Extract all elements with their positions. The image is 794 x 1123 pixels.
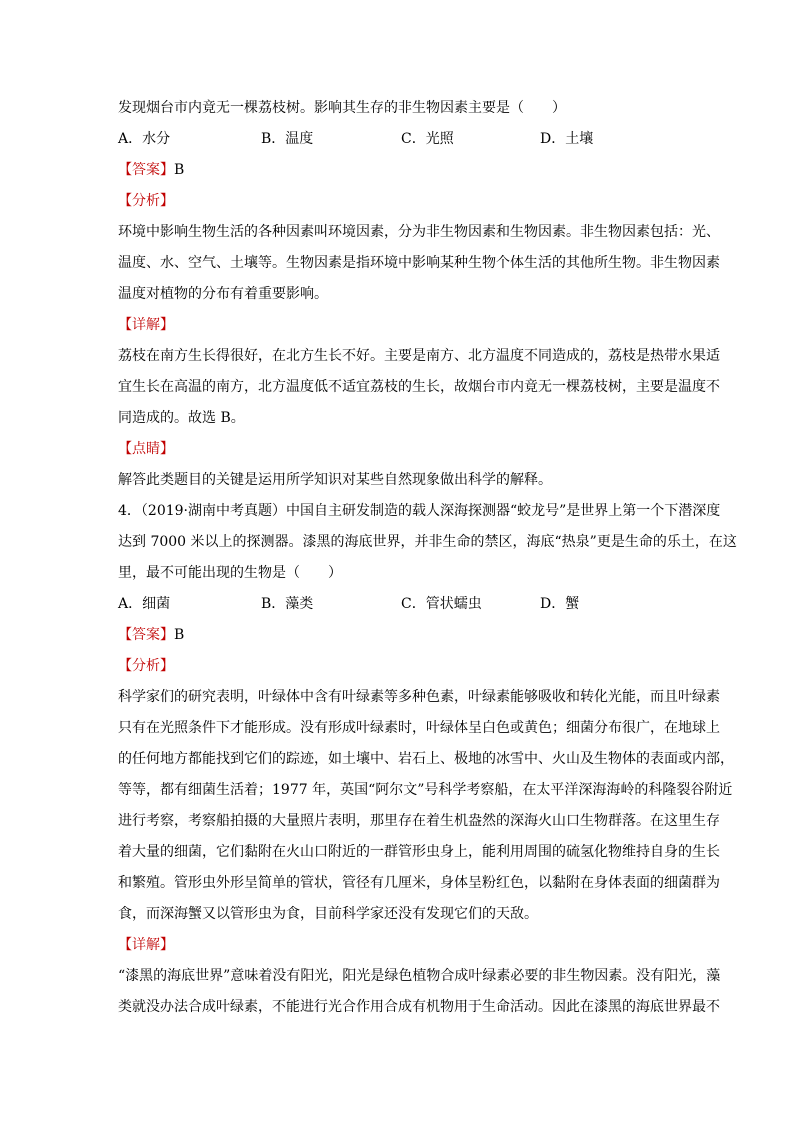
q3-options bbox=[118, 129, 698, 149]
q3-analysis-line: 温度对植物的分布有着重要影响。 bbox=[118, 286, 328, 302]
q4-analysis-line: 着大量的细菌，它们黏附在火山口附近的一群管形虫身上，能利用周围的硫氢化物维持自身的生长 bbox=[118, 844, 720, 860]
q4-answer-label: 【答案】 bbox=[118, 627, 174, 643]
q3-analysis-line: 环境中影响生物生活的各种因素叫环境因素，分为非生物因素和生物因素。非生物因素包括：光、 bbox=[118, 224, 720, 240]
q3-analysis-label: 【分析】 bbox=[118, 193, 174, 209]
q4-detail-line: 类就没办法合成叶绿素，不能进行光合作用合成有机物用于生命活动。因此在漆黑的海底世界最不 bbox=[118, 999, 720, 1015]
q4-options bbox=[118, 594, 698, 614]
q4-option-d: D．蟹 bbox=[540, 596, 580, 612]
q4-analysis-label: 【分析】 bbox=[118, 658, 174, 674]
q4-analysis-line: 进行考察，考察船拍摄的大量照片表明，那里存在着生机盎然的深海火山口生物群落。在这里生存 bbox=[118, 813, 720, 829]
q3-detail-label: 【详解】 bbox=[118, 317, 174, 333]
q3-answer-label: 【答案】 bbox=[118, 162, 174, 178]
q3-comment-label: 【点睛】 bbox=[118, 441, 174, 457]
q3-option-b: B．温度 bbox=[261, 131, 314, 147]
q4-option-b: B．藻类 bbox=[261, 596, 314, 612]
q3-answer bbox=[118, 160, 698, 180]
q3-detail-line: 同造成的。故选 B。 bbox=[118, 410, 245, 426]
q3-stem: 发现烟台市内竟无一棵荔枝树。影响其生存的非生物因素主要是（ ） bbox=[118, 100, 566, 116]
q4-stem-line: 里，最不可能出现的生物是（ ） bbox=[118, 565, 342, 581]
q4-stem bbox=[118, 501, 737, 583]
q3-option-d: D．土壤 bbox=[540, 131, 594, 147]
question-content bbox=[118, 98, 737, 1028]
q4-analysis-line: 的任何地方都能找到它们的踪迹，如土壤中、岩石上、极地的冰雪中、火山及生物体的表面或内部， bbox=[118, 751, 734, 767]
q3-option-a: A．水分 bbox=[118, 131, 171, 147]
q4-analysis-line: 食，而深海蟹又以管形虫为食，目前科学家还没有发现它们的天敌。 bbox=[118, 906, 538, 922]
q4-option-c: C．管状蠕虫 bbox=[401, 596, 482, 612]
q4-analysis bbox=[118, 687, 734, 924]
q4-analysis-line: 和繁殖。管形虫外形呈简单的管状，管径有几厘米，身体呈粉红色，以黏附在身体表面的细菌群为 bbox=[118, 875, 720, 891]
q3-analysis-line: 温度、水、空气、土壤等。生物因素是指环境中影响某种生物个体生活的其他所生物。非生物因素 bbox=[118, 255, 720, 271]
q4-detail-label: 【详解】 bbox=[118, 937, 174, 953]
q4-option-a: A．细菌 bbox=[118, 596, 171, 612]
q3-detail-line: 宜生长在高温的南方，北方温度低不适宜荔枝的生长，故烟台市内竟无一棵荔枝树，主要是温度不 bbox=[118, 379, 720, 395]
q3-answer-value: B bbox=[174, 162, 185, 178]
q4-analysis-line: 等等，都有细菌生活着；1977 年，英国“阿尔文”号科学考察船，在太平洋深海海岭的科隆裂谷附近 bbox=[118, 782, 733, 798]
q4-analysis-line: 只有在光照条件下才能形成。没有形成叶绿素时，叶绿体呈白色或黄色；细菌分布很广，在地球上 bbox=[118, 720, 720, 736]
q4-detail-line: “漆黑的海底世界”意味着没有阳光，阳光是绿色植物合成叶绿素必要的非生物因素。没有阳光，藻 bbox=[118, 968, 721, 984]
q4-answer-value: B bbox=[174, 627, 185, 643]
q3-analysis bbox=[118, 222, 720, 304]
q4-stem-line: 4．（2019·湖南中考真题）中国自主研发制造的载人深海探测器“蛟龙号”是世界上第一个下潜深度 bbox=[118, 503, 721, 519]
q4-stem-line: 达到 7000 米以上的探测器。漆黑的海底世界，并非生命的禁区，海底“热泉”更是生命的乐土，在这 bbox=[118, 534, 737, 550]
q4-answer bbox=[118, 625, 698, 645]
q3-comment-line: 解答此类题目的关键是运用所学知识对某些自然现象做出科学的解释。 bbox=[118, 472, 552, 488]
q4-detail bbox=[118, 966, 721, 1017]
q3-detail-line: 荔枝在南方生长得很好，在北方生长不好。主要是南方、北方温度不同造成的，荔枝是热带水果适 bbox=[118, 348, 720, 364]
q4-analysis-line: 科学家们的研究表明，叶绿体中含有叶绿素等多种色素，叶绿素能够吸收和转化光能，而且叶绿素 bbox=[118, 689, 720, 705]
q3-comment bbox=[118, 470, 698, 490]
q3-detail bbox=[118, 346, 720, 428]
q3-option-c: C．光照 bbox=[401, 131, 454, 147]
